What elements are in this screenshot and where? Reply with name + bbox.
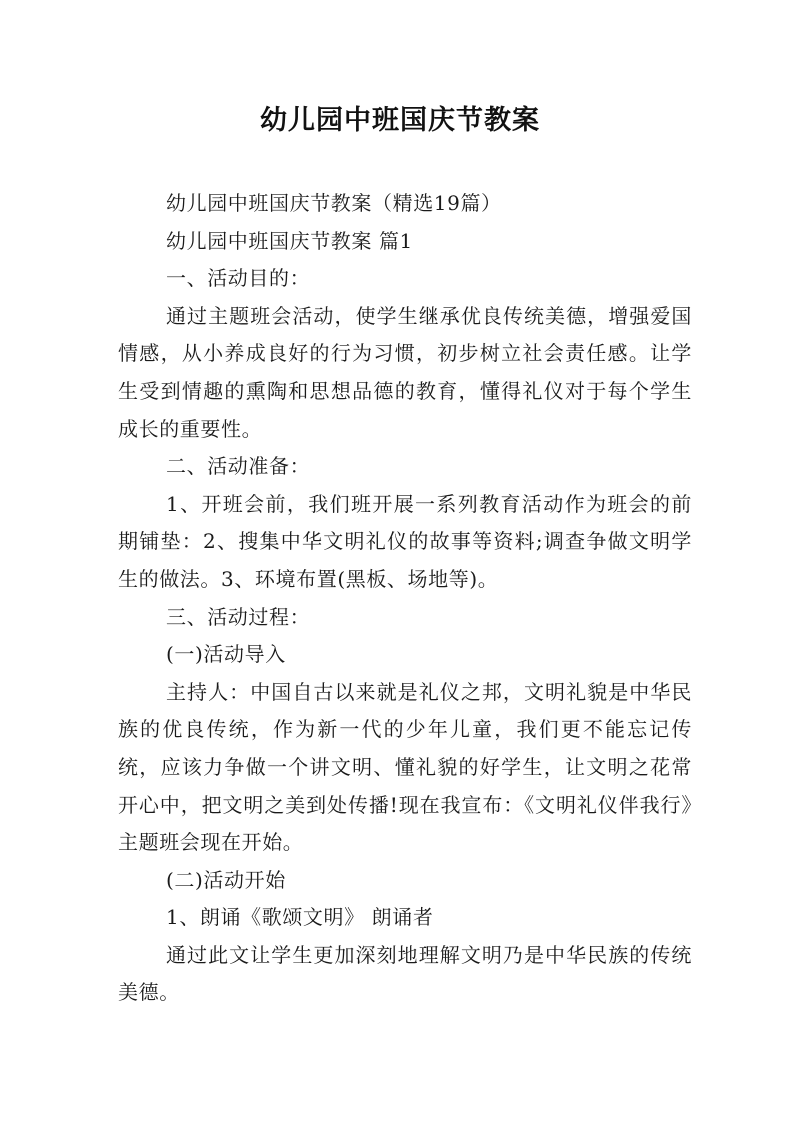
document-title: 幼儿园中班国庆节教案 <box>260 105 540 136</box>
paragraph: 通过主题班会活动，使学生继承优良传统美德，增强爱国情感，从小养成良好的行为习惯，初步树立社会责任感。让学生受到情趣的熏陶和思想品德的教育，懂得礼仪对于每个学生成长的重要性。 <box>118 303 692 441</box>
paragraph: 1、朗诵《歌颂文明》 朗诵者 <box>166 905 434 930</box>
document-body <box>118 185 692 1012</box>
paragraph: 通过此文让学生更加深刻地理解文明乃是中华民族的传统美德。 <box>118 942 692 1005</box>
section-heading: 三、活动过程： <box>166 604 311 629</box>
subsection-heading: (二)活动开始 <box>166 867 286 892</box>
section-heading: 一、活动目的： <box>166 266 311 291</box>
paragraph: 1、开班会前，我们班开展一系列教育活动作为班会的前期铺垫：2、搜集中华文明礼仪的故事等资料;调查争做文明学生的做法。3、环境布置(黑板、场地等)。 <box>118 491 692 591</box>
section-heading: 二、活动准备： <box>166 454 311 479</box>
paragraph: 幼儿园中班国庆节教案 篇1 <box>166 228 413 253</box>
paragraph: 幼儿园中班国庆节教案（精选19篇） <box>166 191 502 215</box>
paragraph: 主持人：中国自古以来就是礼仪之邦，文明礼貌是中华民族的优良传统，作为新一代的少年儿童，我们更不能忘记传统，应该力争做一个讲文明、懂礼貌的好学生，让文明之花常开心中，把文明之美到处传播!现在我宣布：《文明礼仪伴我行》主题班会现在开始。 <box>118 679 692 855</box>
subsection-heading: (一)活动导入 <box>166 642 286 667</box>
